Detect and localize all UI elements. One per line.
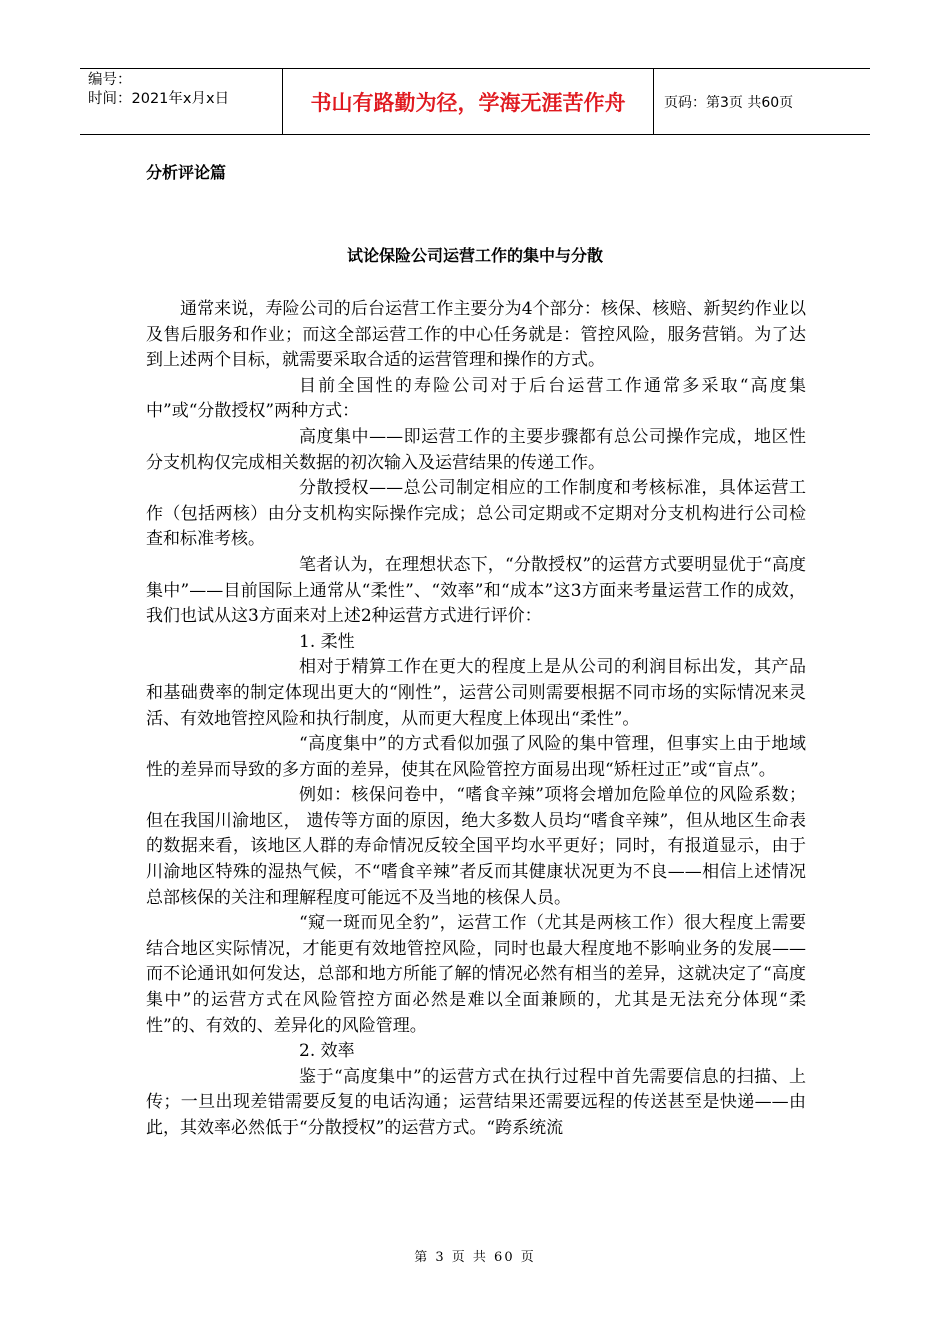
- paragraph: 例如：核保问卷中，“嗜食辛辣”项将会增加危险单位的风险系数；但在我国川渝地区， 遗传等方面的原因，绝大多数人员均“嗜食辛辣”，但从地区生命表的数据来看，该地区人群的寿命情况反较全国平均水平更好；同时，有报道显示，由于川渝地区特殊的湿热气候，不“嗜食辛辣”者反而其健康状况更为不良——相信上述情况总部核保的关注和理解程度可能远不及当地的核保人员。: [146, 785, 806, 908]
- body-text: [146, 297, 806, 1142]
- section-title: 分析评论篇: [146, 163, 227, 182]
- page-footer: 第 3 页 共 60 页: [414, 1250, 536, 1265]
- header-motto: 书山有路勤为径，学海无涯苦作舟: [282, 69, 654, 134]
- document-number-label: 编号：: [88, 72, 132, 88]
- paragraph: 笔者认为，在理想状态下，“分散授权”的运营方式要明显优于“高度集中”——目前国际上通常从“柔性”、“效率”和“成本”这3方面来考量运营工作的成效，我们也试从这3方面来对上述2种运营方式进行评价：: [146, 554, 806, 627]
- subheading-flexibility: 1. 柔性: [299, 631, 355, 652]
- document-time-label: 时间：2021年x月x日: [88, 91, 230, 107]
- paragraph: 目前全国性的寿险公司对于后台运营工作通常多采取“高度集中”或“分散授权”两种方式：: [146, 375, 806, 422]
- subheading-efficiency: 2. 效率: [299, 1041, 355, 1062]
- header-table: [80, 68, 870, 135]
- paragraph: 分散授权——总公司制定相应的工作制度和考核标准，具体运营工作（包括两核）由分支机构实际操作完成；总公司定期或不定期对分支机构进行公司检查和标准考核。: [146, 478, 806, 550]
- document-title: 试论保险公司运营工作的集中与分散: [346, 246, 603, 265]
- paragraph: 相对于精算工作在更大的程度上是从公司的利润目标出发，其产品和基础费率的制定体现出更大的“刚性”，运营公司则需要根据不同市场的实际情况来灵活、有效地管控风险和执行制度，从而更大程度上体现出“柔性”。: [146, 657, 806, 729]
- paragraph: “窥一斑而见全豹”，运营工作（尤其是两核工作）很大程度上需要结合地区实际情况，才能更有效地管控风险，同时也最大程度地不影响业务的发展——而不论通讯如何发达，总部和地方所能了解的情况必然有相当的差异，这就决定了“高度集中”的运营方式在风险管控方面必然是难以全面兼顾的，尤其是无法充分体现“柔性”的、有效的、差异化的风险管理。: [146, 913, 806, 1036]
- paragraph: “高度集中”的方式看似加强了风险的集中管理，但事实上由于地域性的差异而导致的多方面的差异，使其在风险管控方面易出现“矫枉过正”或“盲点”。: [146, 734, 806, 780]
- paragraph: 通常来说，寿险公司的后台运营工作主要分为4个部分：核保、核赔、新契约作业以及售后服务和作业；而这全部运营工作的中心任务就是：管控风险，服务营销。为了达到上述两个目标，就需要采取合适的运营管理和操作的方式。: [146, 299, 806, 371]
- paragraph: 高度集中——即运营工作的主要步骤都有总公司操作完成，地区性分支机构仅完成相关数据的初次输入及运营结果的传递工作。: [146, 426, 806, 473]
- header-page-info: 页码：第3页 共60页: [664, 94, 794, 111]
- header-meta-cell: [80, 69, 282, 134]
- paragraph: 鉴于“高度集中”的运营方式在执行过程中首先需要信息的扫描、上传；一旦出现差错需要反复的电话沟通；运营结果还需要远程的传送甚至是快递——由此，其效率必然低于“分散授权”的运营方式。“跨系统流: [146, 1066, 806, 1138]
